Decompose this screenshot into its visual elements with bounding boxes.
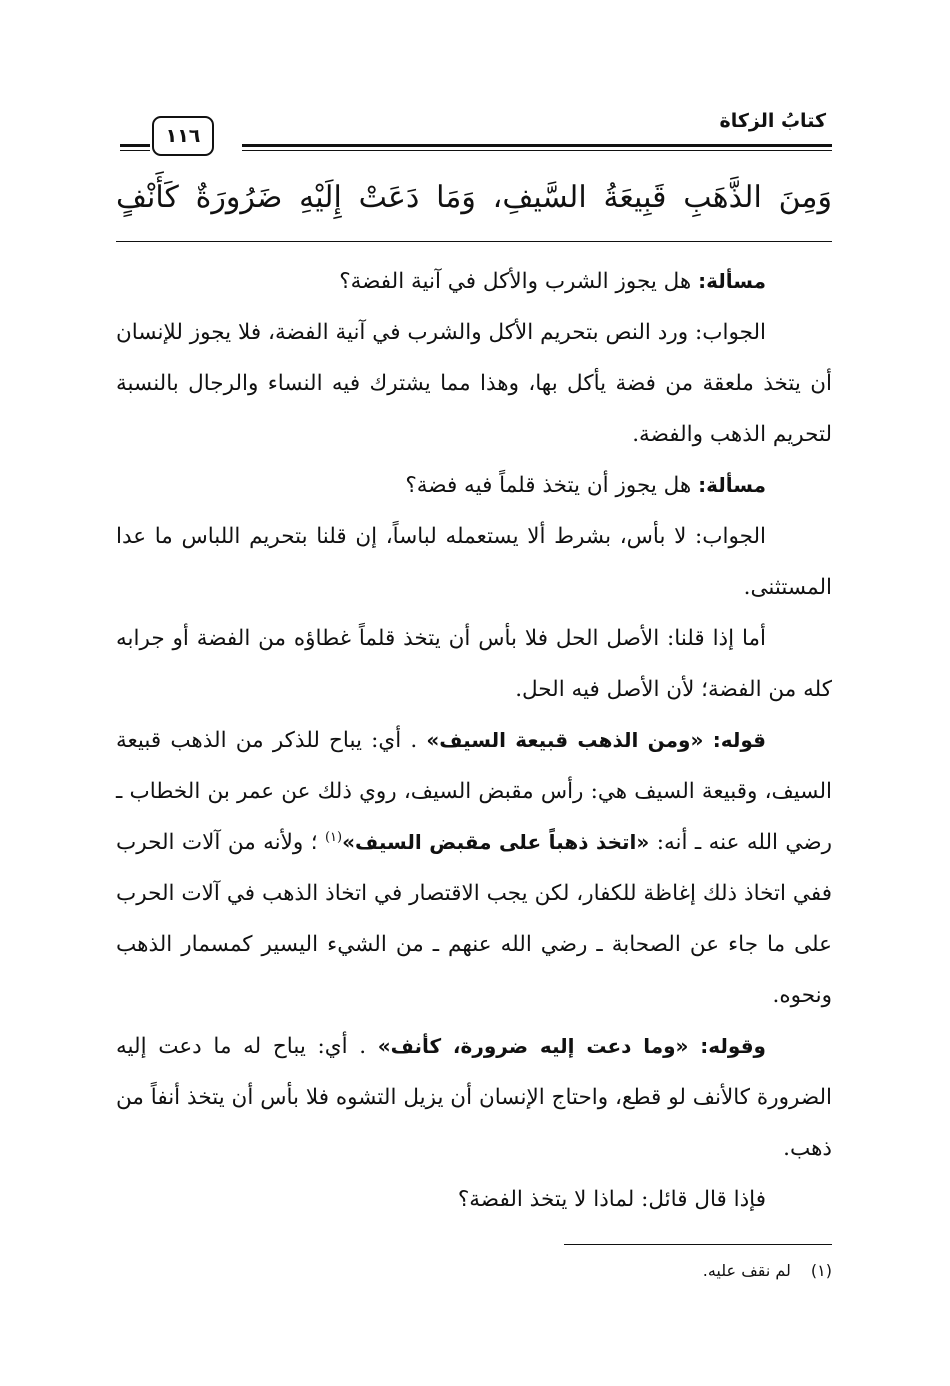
paragraph-text: أما إذا قلنا: الأصل الحل فلا بأس أن يتخذ قلماً غطاؤه من الفضة أو جرابه كله من الفضة؛ لأن الأصل فيه الحل. [116,626,832,702]
header-rule-left-thin [120,150,150,151]
commentary-lead: قوله: [712,728,766,752]
book-title: كتابُ الزكاة [719,110,826,132]
paragraph-text: . أي: يباح للذكر من الذهب قبيعة السيف، وقبيعة السيف هي: رأس مقبض السيف، روي ذلك عن عمر بن الخطاب ـ رضي الله عنه ـ أنه: [116,728,832,855]
paragraph-question-1 [116,256,832,307]
paragraph-text: الجواب: ورد النص بتحريم الأكل والشرب في آنية الفضة، فلا يجوز للإنسان أن يتخذ ملعقة من فضة يأكل بها، وهذا مما يشترك فيه النساء والرجال بالنسبة لتحريم الذهب والفضة. [116,320,832,447]
footnote-reference[interactable]: (١) [324,829,343,845]
matn-text: وَمِنَ الذَّهَبِ قَبِيعَةُ السَّيفِ، وَمَا دَعَتْ إِلَيْهِ ضَرُورَةٌ كَأَنْفٍ [116,180,832,215]
paragraph-text: فإذا قال قائل: لماذا لا يتخذ الفضة؟ [457,1187,766,1212]
hadith-quote: «اتخذ ذهباً على مقبض السيف» [342,830,650,854]
paragraph-question-2 [116,460,832,511]
paragraph-text: الجواب: لا بأس، بشرط ألا يستعمله لباساً، إن قلنا بتحريم اللباس ما عدا المستثنى. [116,524,832,600]
paragraph-question-3 [116,1174,832,1225]
footnote-divider [564,1244,832,1245]
paragraph-text: . أي: يباح له ما دعت إليه الضرورة كالأنف لو قطع، واحتاج الإنسان أن يزيل التشوه فلا بأس أن يتخذ أنفاً من ذهب. [116,1034,832,1161]
matn-quote: «وما دعت إليه ضرورة، كأنف» [377,1034,701,1058]
paragraph-answer-3 [116,613,832,715]
footnote-number: (١) [810,1261,832,1280]
paragraph-commentary-2 [116,1021,832,1174]
running-header [120,104,832,154]
paragraph-commentary-1 [116,715,832,1021]
header-rule-thin [242,150,832,151]
question-lead: مسألة: [698,269,766,293]
footnote [116,1256,832,1286]
paragraph-text: هل يجوز أن يتخذ قلماً فيه فضة؟ [405,473,699,498]
header-rule-left [120,144,150,147]
paragraph-answer-2 [116,511,832,613]
matn-quote: «ومن الذهب قبيعة السيف» [426,728,713,752]
paragraph-text: ؛ ولأنه من آلات الحرب ففي اتخاذ ذلك إغاظة للكفار، لكن يجب الاقتصار في اتخاذ الذهب في آلات الحرب على ما جاء عن الصحابة ـ رضي الله عنهم ـ من الشيء اليسير كمسمار الذهب ونحوه. [116,830,832,1008]
page-number [152,116,214,156]
commentary-lead: وقوله: [700,1034,766,1058]
paragraph-text: هل يجوز الشرب والأكل في آنية الفضة؟ [339,269,699,294]
question-lead: مسألة: [698,473,766,497]
header-rule [242,144,832,147]
paragraph-answer-1 [116,307,832,460]
matn-divider [116,241,832,242]
commentary-body [116,256,832,1225]
page-number-text: ١١٦ [165,125,201,147]
footnote-text: لم نقف عليه. [702,1261,791,1280]
